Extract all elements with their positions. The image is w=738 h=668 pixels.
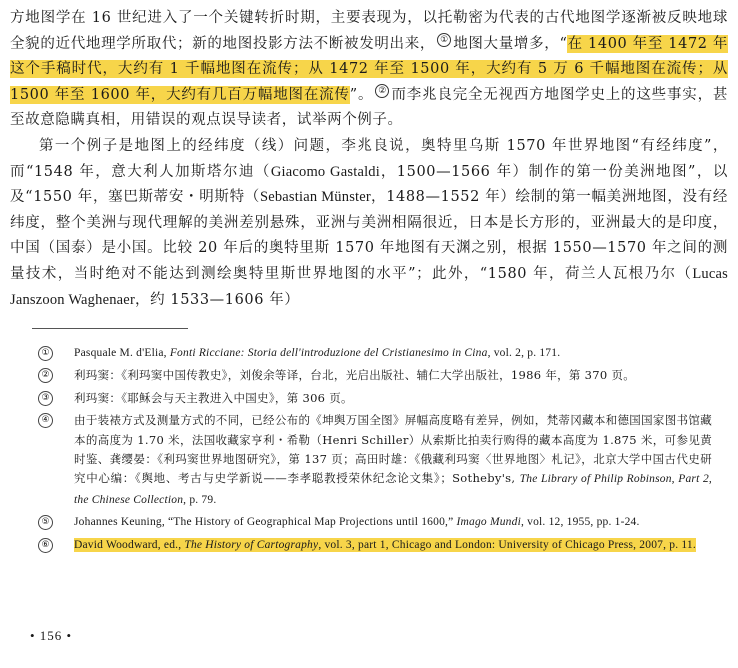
highlighted-quote: 在 1400 年至 1472 年这个手稿时代，大约有 1 千幅地图在流传；从 1472 年至 1500 年，大约有 5 万 6 千幅地图在流传；从 1500 年至 1600 年，大约有几百万幅地图在流传 bbox=[10, 35, 728, 103]
footnote-number: ③ bbox=[38, 391, 53, 406]
footnote-title: Fonti Ricciane: Storia dell'introduzione del Cristianesimo in Cina bbox=[169, 347, 488, 359]
highlighted-footnote-b: , vol. 3, part 1, Chicago and London: University of Chicago Press, 2007, p. 11. bbox=[318, 538, 696, 551]
footnote-number: ① bbox=[38, 346, 53, 361]
footnote-text: 利玛窦：《耶稣会与天主教进入中国史》，第 306 页。 bbox=[74, 390, 353, 405]
main-text bbox=[10, 6, 728, 313]
footnote-title: Imago Mundi bbox=[456, 516, 521, 529]
para1-text-d: 而李兆良完全无视西方地图学史上的这些事实，甚至故意隐瞒真相，用错误的观点误导读者，试举两个例子。 bbox=[10, 86, 728, 129]
footnote-number: ② bbox=[38, 368, 53, 383]
footnote-ref-1: ① bbox=[437, 33, 451, 47]
footnote-number: ⑤ bbox=[38, 515, 53, 530]
footnote-text: , vol. 2, p. 171. bbox=[487, 347, 561, 359]
footnote-5 bbox=[38, 513, 712, 532]
name-waghenaer: Lucas Janszoon Waghenaer bbox=[10, 265, 728, 308]
footnote-divider bbox=[32, 328, 188, 329]
footnote-text: 由于装裱方式及测量方式的不同，已经公布的《坤舆万国全图》屏幅高度略有差异，例如，梵蒂冈藏本和德国国家图书馆藏本的高度为 1.70 米，法国收藏家亨利・希勒（Henri Schiller）从索斯比拍卖行购得的藏本高度为 1.875 米，可参见黄时鉴、龚缨晏：《利玛窦世界地图研究》，第 137 页；高田时雄：《俄藏利玛窦〈世界地图〉札记》，北京大学中国古代史研究中心编：《舆地、考古与史学新说——李孝聪教授荣休纪念论文集》；Sotheby's, bbox=[74, 413, 712, 486]
para2-text-b: ，1500—1566 年）制作的第一份美洲地图”，以及“1550 年，塞巴斯蒂安・明斯特（ bbox=[10, 163, 728, 206]
highlighted-footnote-title: The History of Cartography bbox=[184, 538, 319, 551]
paragraph-1 bbox=[10, 6, 728, 134]
name-munster: Sebastian Münster bbox=[259, 189, 371, 206]
footnote-text: 利玛窦：《利玛窦中国传教史》，刘俊余等译，台北，光启出版社、辅仁大学出版社，1986 年，第 370 页。 bbox=[74, 368, 636, 383]
para2-text-d: ，约 1533—1606 年） bbox=[134, 291, 300, 308]
footnote-number: ⑥ bbox=[38, 538, 53, 553]
footnote-text: Pasquale M. d'Elia, bbox=[74, 347, 170, 359]
highlighted-footnote-a: David Woodward, ed., bbox=[74, 538, 185, 551]
footnote-text: , vol. 12, 1955, pp. 1-24. bbox=[520, 516, 640, 529]
para2-text-a: 第一个例子是地图上的经纬度（线）问题，李兆良说，奥特里乌斯 1570 年世界地图“有经纬度”，而“1548 年，意大利人加斯塔尔迪（ bbox=[10, 137, 728, 180]
para1-text-a: 方地图学在 16 世纪进入了一个关键转折时期，主要表现为，以托勒密为代表的古代地图学逐渐被反映地球全貌的近代地理学所取代；新的地图投影方法不断被发明出来， bbox=[10, 10, 728, 52]
footnote-3 bbox=[38, 389, 712, 408]
footnote-1 bbox=[38, 344, 712, 363]
name-gastaldi: Giacomo Gastaldi bbox=[270, 163, 380, 180]
footnote-text: Johannes Keuning, “The History of Geographical Map Projections until 1600,” bbox=[74, 516, 457, 529]
page-number: • 156 • bbox=[30, 628, 73, 643]
footnote-title: The Library of Philip Robinson, Part 2, the Chinese Collection bbox=[74, 473, 712, 506]
footnote-text: , p. 79. bbox=[183, 493, 217, 506]
footnote-2 bbox=[38, 366, 712, 385]
footnote-number: ④ bbox=[38, 413, 53, 428]
footnotes bbox=[38, 344, 712, 558]
para1-text-c: ”。 bbox=[349, 86, 374, 103]
para1-text-b: 地图大量增多，“ bbox=[453, 35, 568, 52]
para2-text-c: ，1488—1552 年）绘制的第一幅美洲地图，没有经纬度，整个美洲与现代理解的美洲差别悬殊，亚洲与美洲相隔很近，日本是长方形的，亚洲最大的是印度，中国（国泰）是小国。比较 20 年后的奥特里斯 1570 年地图有天渊之别，根据 1550—1570 年之间的测量技术，当时绝对不能达到测绘奥特里斯世界地图的水平”；此外，“1580 年，荷兰人瓦根乃尔（ bbox=[10, 189, 728, 282]
footnote-ref-2: ② bbox=[375, 84, 389, 98]
footnote-6 bbox=[38, 536, 712, 555]
footnote-4 bbox=[38, 411, 712, 510]
paragraph-2 bbox=[10, 134, 728, 313]
